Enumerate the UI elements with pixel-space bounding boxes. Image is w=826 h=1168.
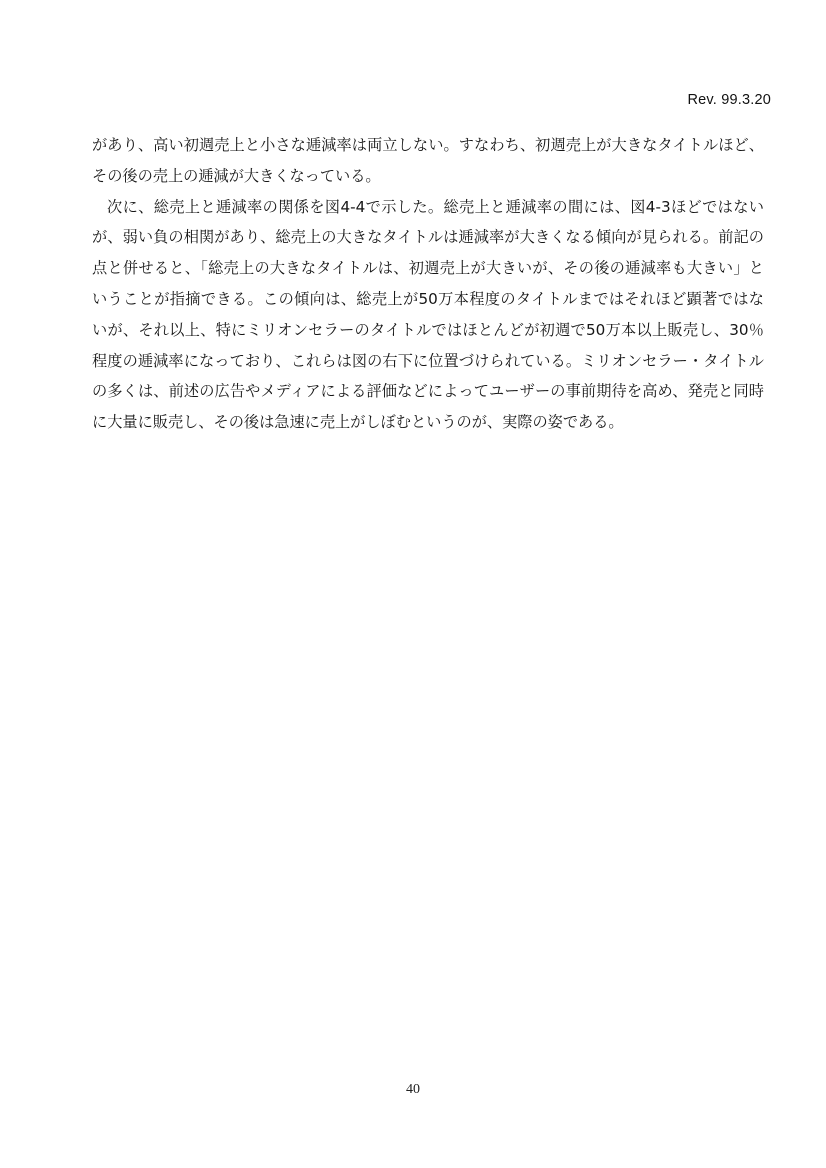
paragraph-continuation: があり、高い初週売上と小さな逓減率は両立しない。すなわち、初週売上が大きなタイトルほど、その後の売上の逓減が大きくなっている。 — [92, 136, 764, 185]
revision-label: Rev. 99.3.20 — [687, 92, 771, 108]
page-number: 40 — [406, 1082, 420, 1097]
body-text — [92, 130, 764, 438]
paragraph-total-sales-analysis: 次に、総売上と逓減率の関係を図4-4で示した。総売上と逓減率の間には、図4-3ほどではないが、弱い負の相関があり、総売上の大きなタイトルは逓減率が大きくなる傾向が見られる。前記の点と併せると、「総売上の大きなタイトルは、初週売上が大きいが、その後の逓減率も大きい」ということが指摘できる。この傾向は、総売上が50万本程度のタイトルまではそれほど顕著ではないが、それ以上、特にミリオンセラーのタイトルではほとんどが初週で50万本以上販売し、30％程度の逓減率になっており、これらは図の右下に位置づけられている。ミリオンセラー・タイトルの多くは、前述の広告やメディアによる評価などによってユーザーの事前期待を高め、発売と同時に大量に販売し、その後は急速に売上がしぼむというのが、実際の姿である。 — [92, 197, 764, 432]
